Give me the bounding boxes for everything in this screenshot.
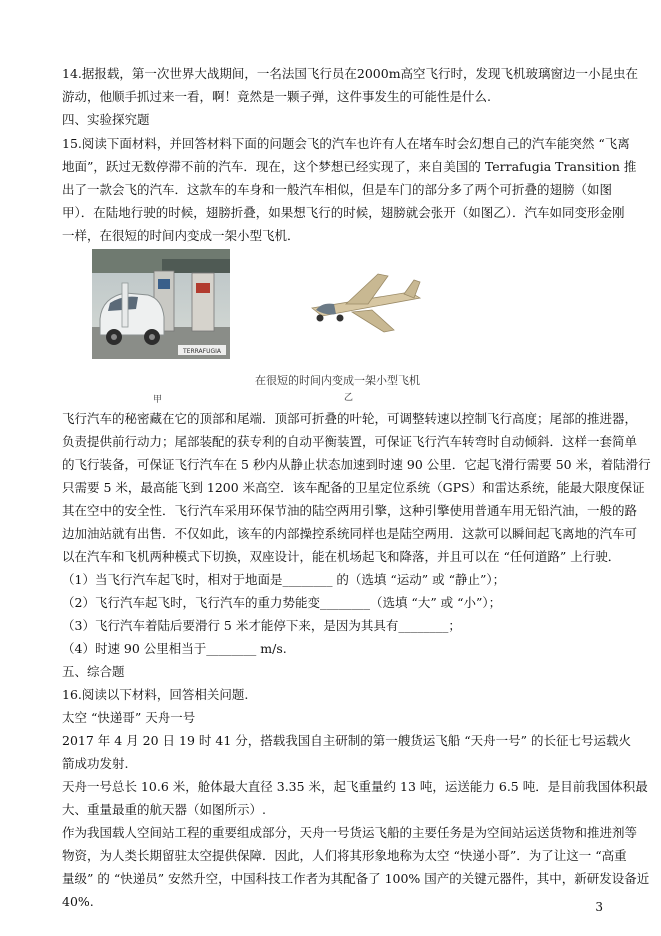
figure-a-watermark: TERRAFUGIA: [182, 348, 222, 355]
figure-b-plane-image: [292, 268, 442, 338]
q16-line-4: 箭成功发射.: [62, 756, 129, 771]
q15-p2-line-3: 的飞行装备，可保证飞行汽车在 5 秒内从静止状态加速到时速 90 公里．它起飞滑行需要 50 米，着陆滑行: [62, 457, 651, 472]
q15-p1-line-4: 甲）．在陆地行驶的时候，翅膀折叠，如果想飞行的时候，翅膀就会张开（如图乙）．汽车如同变形金刚: [62, 205, 625, 220]
q15-subquestion-4: （4）时速 90 公里相当于________ m/s.: [62, 641, 287, 656]
section-5-heading: 五、综合题: [62, 664, 125, 679]
q15-p2-line-1: 飞行汽车的秘密藏在它的顶部和尾端．顶部可折叠的叶轮，可调整转速以控制飞行高度；尾部的推进器，: [62, 411, 638, 426]
q15-subquestion-3: （3）飞行汽车着陆后要滑行 5 米才能停下来，是因为其具有________；: [62, 618, 461, 633]
q16-line-6: 大、重量最重的航天器（如图所示）.: [62, 802, 266, 817]
q15-p2-line-7: 以在汽车和飞机两种模式下切换，双座设计，能在机场起飞和降落，并且可以在 “任何道路” 上行驶．: [62, 549, 621, 564]
figure-a-flying-car-photo: [92, 249, 230, 359]
q14-line-1: 14.据报载，第一次世界大战期间，一名法国飞行员在2000m高空飞行时，发现飞机玻璃窗边一小昆虫在: [62, 66, 639, 81]
q15-p1-line-5: 一样，在很短的时间内变成一架小型飞机．: [62, 228, 300, 243]
q15-p2-line-5: 其在空中的安全性．飞行汽车采用环保节油的陆空两用引擎，这种引擎使用普通车用无铅汽油，一般的路: [62, 503, 638, 518]
q15-p2-line-4: 只需要 5 米，最高能飞到 1200 米高空．该车配备的卫星定位系统（GPS）和雷达系统，能最大限度保证: [62, 480, 645, 495]
q16-line-5: 天舟一号总长 10.6 米，舱体最大直径 3.35 米，起飞重量约 13 吨，运送能力 6.5 吨．是目前我国体积最: [62, 779, 648, 794]
figure-b-caption: 在很短的时间内变成一架小型飞机: [255, 374, 420, 387]
q16-line-3: 2017 年 4 月 20 日 19 时 41 分，搭载我国自主研制的第一艘货运飞船 “天舟一号” 的长征七号运载火: [62, 733, 631, 748]
q16-line-9: 量级” 的 “快递员” 安然升空，中国科技工作者为其配备了 100% 国产的关键元器件，其中，新研发设备近: [62, 871, 650, 886]
q16-line-7: 作为我国载人空间站工程的重要组成部分，天舟一号货运飞船的主要任务是为空间站运送货物和推进剂等: [62, 825, 638, 840]
q15-subquestion-1: （1）当飞行汽车起飞时，相对于地面是________ 的（选填 “运动” 或 “静止”）；: [62, 572, 506, 587]
q15-p1-line-1: 15.阅读下面材料，并回答材料下面的问题会飞的汽车也许有人在堵车时会幻想自己的汽车能突然 “飞离: [62, 136, 630, 151]
q15-p1-line-2: 地面”，跃过无数停滞不前的汽车．现在，这个梦想已经实现了，来自美国的 Terrafugia Transition 推: [62, 159, 637, 174]
figure-a-label: 甲: [153, 395, 163, 405]
page-number: 3: [595, 900, 603, 914]
section-4-heading: 四、实验探究题: [62, 112, 150, 127]
q15-subquestion-2: （2）飞行汽车起飞时，飞行汽车的重力势能变________（选填 “大” 或 “小”）；: [62, 595, 502, 610]
q15-p2-line-2: 负责提供前行动力；尾部装配的获专利的自动平衡装置，可保证飞行汽车转弯时自动倾斜．这样一套简单: [62, 434, 638, 449]
q16-line-10: 40%.: [62, 894, 94, 909]
q15-p1-line-3: 出了一款会飞的汽车．这款车的车身和一般汽车相似，但是车门的部分多了两个可折叠的翅膀（如图: [62, 182, 613, 197]
q15-p2-line-6: 边加油站就有出售．不仅如此，该车的内部操控系统同样也是陆空两用．这款可以瞬间起飞离地的汽车可: [62, 526, 638, 541]
q16-title: 太空 “快递哥” 天舟一号: [62, 710, 196, 725]
q16-line-8: 物资，为人类长期留驻太空提供保障．因此，人们将其形象地称为太空 “快递小哥”．为了让这一 “高重: [62, 848, 627, 863]
figure-b-label: 乙: [344, 393, 354, 403]
q16-line-1: 16.阅读以下材料，回答相关问题.: [62, 687, 249, 702]
q14-line-2: 游动，他顺手抓过来一看，啊！竟然是一颗子弹，这件事发生的可能性是什么.: [62, 89, 491, 104]
